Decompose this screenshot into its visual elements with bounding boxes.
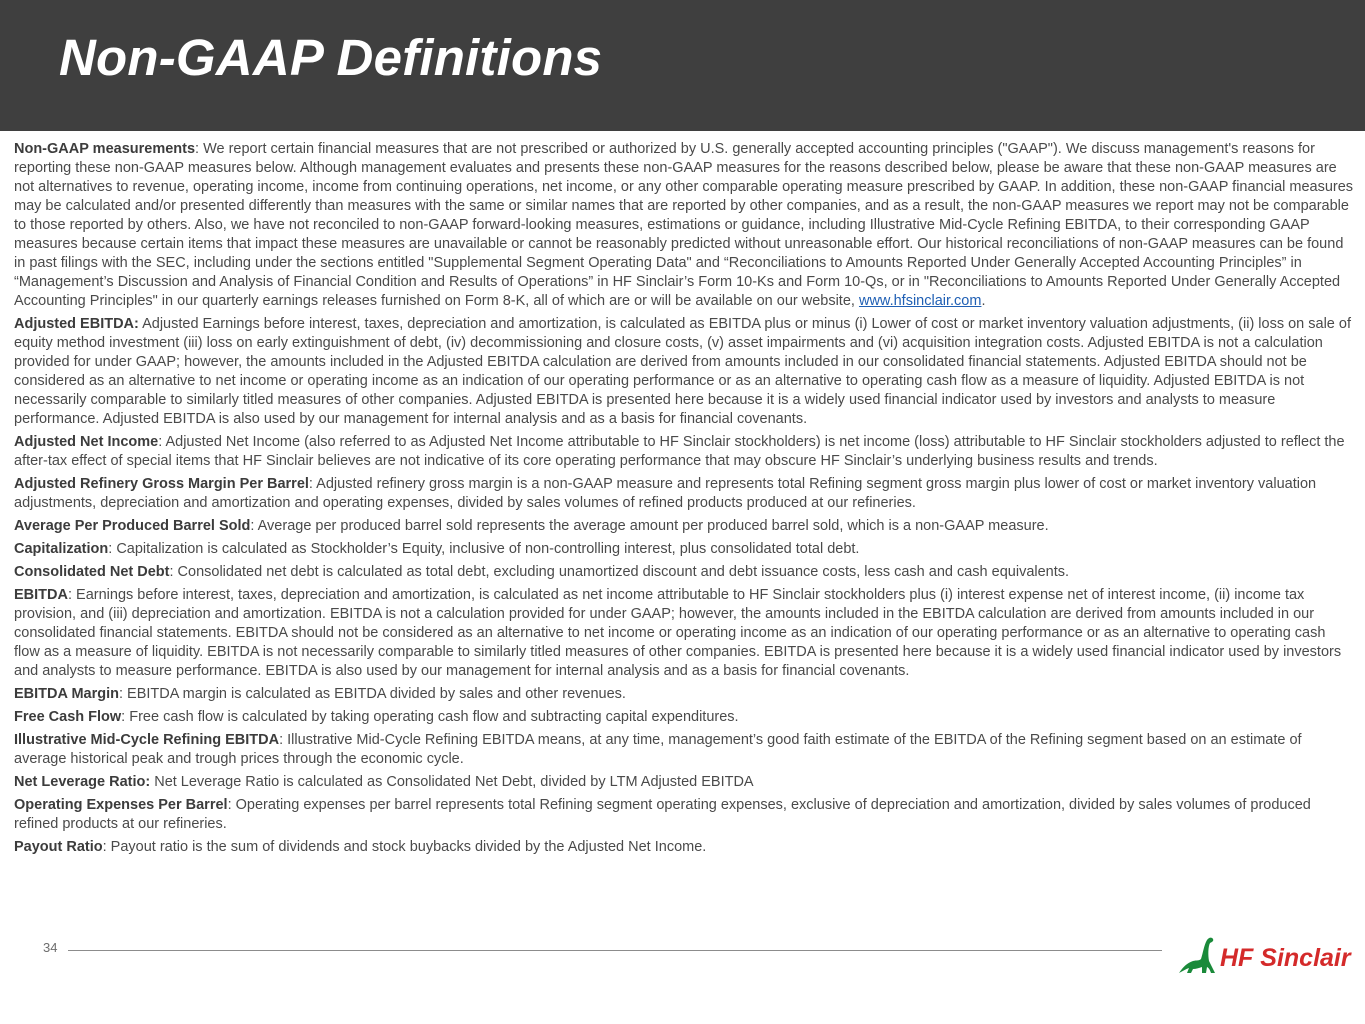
definition-term: Free Cash Flow [14,709,122,725]
definition-term: Illustrative Mid-Cycle Refining EBITDA [14,732,280,748]
definition-illustrative-mid-cycle-refining-ebitda [14,731,1354,769]
definition-text: : Adjusted Net Income (also referred to as Adjusted Net Income attributable to HF Sinclair stockholders) is net income (loss) attributable to HF Sinclair stockholders adjusted to reflect the after-tax effect of special items that HF Sinclair believes are not indicative of its core operating performance that may obscure HF Sinclair’s underlying business results and trends. [14,434,1345,469]
definition-non-gaap-measurements [14,140,1354,311]
definition-adjusted-ebitda [14,315,1354,429]
definition-capitalization [14,540,1354,559]
definition-adjusted-net-income [14,433,1354,471]
definition-term: Adjusted EBITDA: [14,316,139,332]
definition-adjusted-refinery-gross-margin [14,475,1354,513]
definition-text: : EBITDA margin is calculated as EBITDA divided by sales and other revenues. [119,686,626,702]
dinosaur-icon [1177,933,1351,977]
definition-text: : We report certain financial measures that are not prescribed or authorized by U.S. generally accepted accounting principles ("GAAP"). We discuss management's reasons for reporting these non-GAAP measures below. Although management evaluates and presents these non-GAAP measures for the reasons described below, please be aware that these non-GAAP measures are not alternatives to revenue, operating income, income from continuing operations, net income, or any other comparable operating measure prescribed by GAAP. In addition, these non-GAAP financial measures may be calculated and/or presented differently than measures with the same or similar names that are reported by other companies, and as a result, the non-GAAP measures we report may not be comparable to those reported by others. Also, we have not reconciled to non-GAAP forward-looking measures, estimations or guidance, including Illustrative Mid-Cycle Refining EBITDA, to their corresponding GAAP measures because certain items that impact these measures are unavailable or cannot be reasonably predicted without unreasonable effort. Our historical reconciliations of non-GAAP measures can be found in past filings with the SEC, including under the sections entitled "Supplemental Segment Operating Data" and “Reconciliations to Amounts Reported Under Generally Accepted Accounting Principles” in “Management’s Discussion and Analysis of Financial Condition and Results of Operations” in HF Sinclair’s Form 10-Ks and Form 10-Qs, or in "Reconciliations to Amounts Reported Under Generally Accepted Accounting Principles" in our quarterly earnings releases furnished on Form 8-K, all of which are or will be available on our website, [14,141,1354,309]
definition-payout-ratio [14,838,1354,857]
definition-term: Consolidated Net Debt [14,564,170,580]
definition-text: : Free cash flow is calculated by taking operating cash flow and subtracting capital expenditures. [121,709,739,725]
definition-text: : Capitalization is calculated as Stockholder’s Equity, inclusive of non-controlling interest, plus consolidated total debt. [108,541,860,557]
definition-term: EBITDA Margin [14,686,119,702]
definition-operating-expenses-per-barrel [14,796,1354,834]
header-bar [0,0,1365,131]
definition-text: : Illustrative Mid-Cycle Refining EBITDA means, at any time, management’s good faith estimate of the EBITDA of the Refining segment based on an estimate of average historical peak and trough prices through the economic cycle. [14,732,1302,767]
definition-consolidated-net-debt [14,563,1354,582]
definition-term: Payout Ratio [14,839,103,855]
definition-text: : Consolidated net debt is calculated as total debt, excluding unamortized discount and debt issuance costs, less cash and cash equivalents. [169,564,1070,580]
definition-text: : Average per produced barrel sold represents the average amount per produced barrel sold, which is a non-GAAP measure. [250,518,1049,534]
definition-average-per-produced-barrel [14,517,1354,536]
definition-text-tail: . [981,293,986,309]
hf-sinclair-logo [1177,933,1351,977]
definition-ebitda-margin [14,685,1354,704]
definition-term: Adjusted Refinery Gross Margin Per Barrel [14,476,309,492]
definition-text: Net Leverage Ratio is calculated as Consolidated Net Debt, divided by LTM Adjusted EBITDA [150,774,754,790]
definition-term: Operating Expenses Per Barrel [14,797,228,813]
definition-term: Non-GAAP measurements [14,141,196,157]
definition-text: : Operating expenses per barrel represents total Refining segment operating expenses, exclusive of depreciation and amortization, divided by sales volumes of produced refined products at our refineries. [14,797,1311,832]
definition-term: Average Per Produced Barrel Sold [14,518,251,534]
footer-divider [68,950,1162,951]
website-link[interactable]: www.hfsinclair.com [858,293,982,309]
definition-term: Adjusted Net Income [14,434,159,450]
definition-free-cash-flow [14,708,1354,727]
definition-term: Net Leverage Ratio: [14,774,151,790]
definition-text: Adjusted Earnings before interest, taxes, depreciation and amortization, is calculated as EBITDA plus or minus (i) Lower of cost or market inventory valuation adjustments, (ii) loss on sale of equity method investment (iii) loss on early extinguishment of debt, (iv) decommissioning and closure costs, (v) asset impairments and (vi) acquisition integration costs. Adjusted EBITDA is not a calculation provided for under GAAP; however, the amounts included in the Adjusted EBITDA calculation are derived from amounts included in our consolidated financial statements. Adjusted EBITDA should not be considered as an alternative to net income or operating income as an indication of our operating performance or as an alternative to operating cash flow as a measure of liquidity. Adjusted EBITDA is not necessarily comparable to similarly titled measures of other companies. Adjusted EBITDA is presented here because it is a widely used financial indicator used by investors and analysts to measure performance. Adjusted EBITDA is also used by our management for internal analysis and as a basis for financial covenants. [14,316,1351,427]
definition-ebitda [14,586,1354,681]
definition-text: : Adjusted refinery gross margin is a non-GAAP measure and represents total Refining segment gross margin plus lower of cost or market inventory valuation adjustments, depreciation and amortization and operating expenses, divided by sales volumes of refined products produced at our refineries. [14,476,1317,511]
definitions-list [14,140,1354,861]
definition-net-leverage-ratio [14,773,1354,792]
logo-wordmark: HF Sinclair [1220,944,1351,972]
definition-term: EBITDA [14,587,68,603]
page-title: Non-GAAP Definitions [59,29,603,86]
definition-text: : Earnings before interest, taxes, depreciation and amortization, is calculated as net income attributable to HF Sinclair stockholders plus (i) interest expense net of interest income, (ii) income tax provision, and (iii) depreciation and amortization. EBITDA is not a calculation provided for under GAAP; however, the amounts included in the EBITDA calculation are derived from amounts included in our consolidated financial statements. EBITDA should not be considered as an alternative to net income or operating income as an indication of our operating performance or as an alternative to operating cash flow as a measure of liquidity. EBITDA is not necessarily comparable to similarly titled measures of other companies. EBITDA is presented here because it is a widely used financial indicator used by investors and analysts to measure performance. EBITDA is also used by our management for internal analysis and as a basis for financial covenants. [14,587,1342,679]
page-number: 34 [43,940,58,955]
definition-text: : Payout ratio is the sum of dividends and stock buybacks divided by the Adjusted Net Income. [102,839,707,855]
definition-term: Capitalization [14,541,109,557]
